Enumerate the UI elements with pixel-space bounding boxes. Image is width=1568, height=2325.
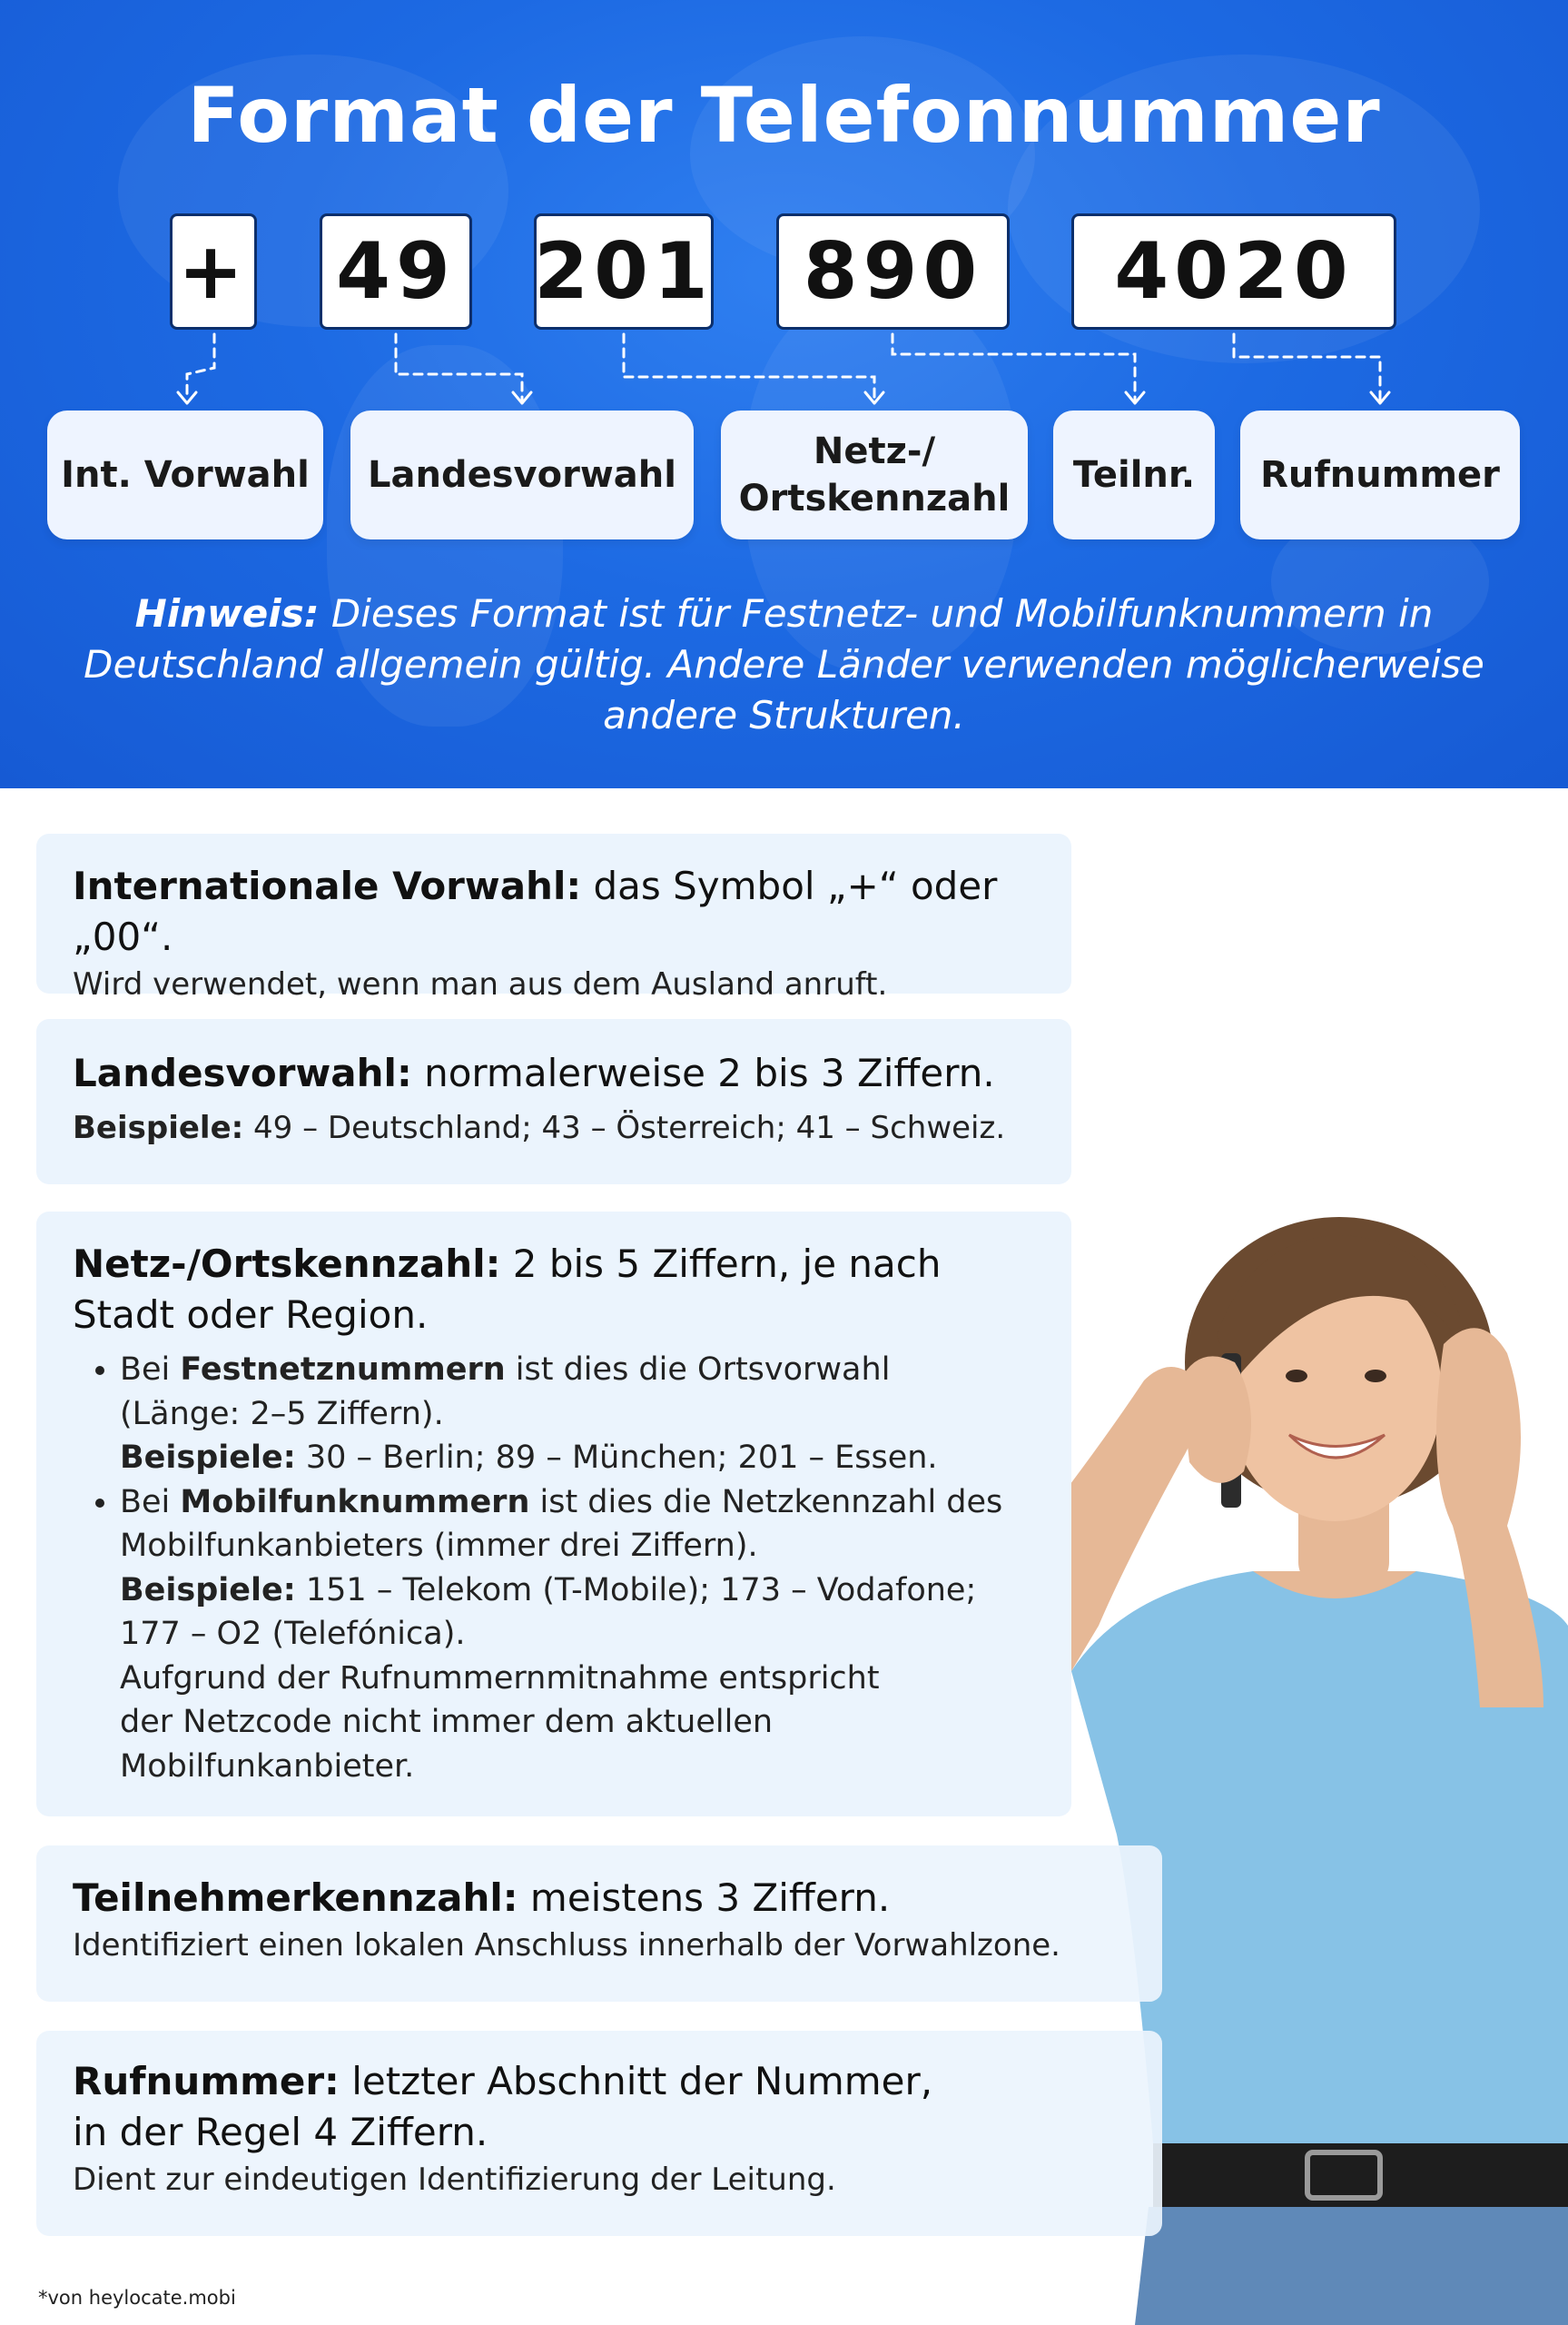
part-area-code: 201 <box>534 213 714 330</box>
bullet-text: ist dies die Netzkennzahl des Mobilfunkanbieters (immer drei Ziffern). <box>120 1483 1003 1564</box>
term: Internationale Vorwahl: <box>73 864 582 908</box>
part-number: 4020 <box>1071 213 1396 330</box>
examples-label: Beispiele: <box>73 1110 244 1146</box>
label-subscriber: Teilnr. <box>1053 411 1215 539</box>
arrow-subscriber <box>892 334 1135 400</box>
part-plus: + <box>170 213 257 330</box>
label-number: Rufnummer <box>1240 411 1520 539</box>
bullet-bold: Festnetznummern <box>180 1351 506 1388</box>
card-note: Dient zur eindeutigen Identifizierung der Leitung. <box>73 2162 836 2198</box>
examples-text: 151 – Telekom (T-Mobile); 173 – Vodafone; 177 – O2 (Telefónica). <box>120 1571 977 1652</box>
bullet-mobile <box>120 1480 1028 1789</box>
label-international: Int. Vorwahl <box>47 411 323 539</box>
label-country: Landesvorwahl <box>350 411 694 539</box>
page-title: Format der Telefonnummer <box>187 71 1381 160</box>
examples-label: Beispiele: <box>120 1571 296 1608</box>
examples-text: 30 – Berlin; 89 – München; 201 – Essen. <box>295 1440 938 1476</box>
hint-label: Hinweis: <box>134 591 320 636</box>
card-heading <box>73 1048 1035 1099</box>
term: Netz-/Ortskennzahl: <box>73 1242 501 1286</box>
portability-note: Aufgrund der Rufnummernmitnahme entspricht der Netzcode nicht immer dem aktuellen Mobilfunkanbieter. <box>120 1659 880 1785</box>
card-examples <box>73 1106 1035 1150</box>
description: normalerweise 2 bis 3 Ziffern. <box>411 1051 995 1095</box>
label-area: Netz-/ Ortskennzahl <box>721 411 1028 539</box>
description: letzter Abschnitt der Nummer, in der Regel 4 Ziffern. <box>73 2059 933 2154</box>
card-heading <box>73 1239 1035 1341</box>
examples-text: 49 – Deutschland; 43 – Österreich; 41 – Schweiz. <box>243 1110 1006 1146</box>
arrow-international <box>187 334 214 400</box>
term: Teilnehmerkennzahl: <box>73 1875 518 1920</box>
bullet-prefix: Bei <box>120 1351 181 1388</box>
arrow-country <box>396 334 522 400</box>
term: Landesvorwahl: <box>73 1051 412 1095</box>
arrow-number <box>1234 334 1380 400</box>
bullet-list <box>73 1348 1028 1788</box>
hint-text: Dieses Format ist für Festnetz- und Mobilfunknummern in Deutschland allgemein gültig. Andere Länder verwenden möglicherweise andere Strukturen. <box>84 591 1484 737</box>
card-international-code <box>36 834 1071 1003</box>
hero-banner <box>0 0 1568 788</box>
bullet-prefix: Bei <box>120 1483 181 1520</box>
description: meistens 3 Ziffern. <box>518 1875 891 1920</box>
part-subscriber: 890 <box>776 213 1010 330</box>
card-subscriber-code <box>36 1845 1162 2002</box>
examples-label: Beispiele: <box>120 1440 296 1476</box>
bullet-text: ist dies die Ortsvorwahl (Länge: 2–5 Ziffern). <box>120 1351 891 1432</box>
bullet-bold: Mobilfunknummern <box>180 1483 530 1520</box>
card-heading <box>73 861 1035 963</box>
card-number <box>36 2031 1162 2236</box>
card-heading <box>73 2056 944 2158</box>
part-country-code: 49 <box>320 213 472 330</box>
card-note: Wird verwendet, wenn man aus dem Ausland anruft. <box>73 966 888 1003</box>
card-country-code <box>36 1019 1071 1184</box>
arrow-area <box>624 334 874 400</box>
card-note: Identifiziert einen lokalen Anschluss innerhalb der Vorwahlzone. <box>73 1927 1060 1964</box>
term: Rufnummer: <box>73 2059 340 2103</box>
card-area-code <box>36 1212 1071 1816</box>
description: 2 bis 5 Ziffern, je nach Stadt oder Region. <box>73 1242 942 1337</box>
hint-note <box>45 589 1523 741</box>
card-heading <box>73 1873 1126 1924</box>
bullet-landline <box>120 1348 1010 1480</box>
source-footnote: *von heylocate.mobi <box>38 2287 236 2309</box>
description: das Symbol „+“ oder „00“. <box>73 864 998 959</box>
